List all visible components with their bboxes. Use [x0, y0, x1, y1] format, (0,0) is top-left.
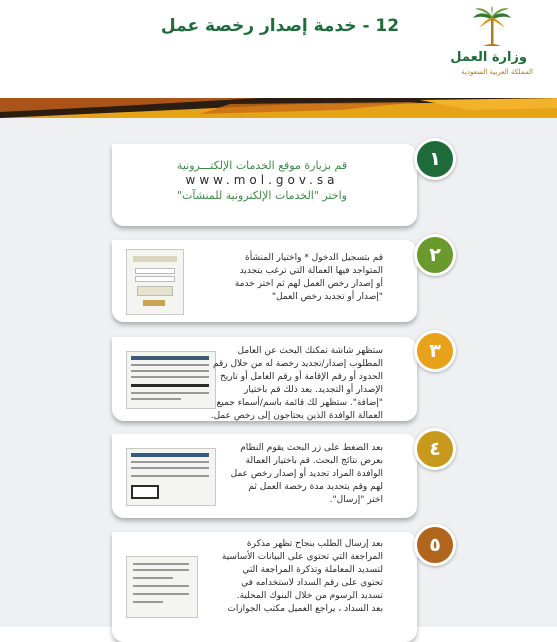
step-2-line: المتواجد فيها العمالة التي ترغب بتجديد — [239, 266, 383, 276]
step-badge-1: ١ — [414, 138, 456, 180]
step-4-line: لهم وقم بتحديد مدة رخصة العمل ثم — [248, 482, 383, 492]
step-4-line: الوافدة المراد تجديد أو إصدار رخص عمل — [230, 469, 383, 479]
step-4-line: اختر "إرسال". — [329, 495, 383, 505]
ministry-logo — [435, 6, 545, 86]
step-badge-5: ٥ — [414, 524, 456, 566]
step-badge-4: ٤ — [414, 428, 456, 470]
step-1-line: قم بزيارة موقع الخدمات الإلكتـــرونية — [176, 159, 348, 172]
step-card-1 — [112, 144, 417, 226]
step-2-line: قم بتسجيل الدخول * واختيار المنشأة — [245, 253, 383, 263]
step-card-4 — [112, 434, 417, 518]
step-5-line: بعد السداد ، يراجع العميل مكتب الجوازات — [227, 604, 383, 614]
step-5-line: المراجعة التي تحتوي على البيانات الأساسية — [221, 552, 383, 562]
step-5-text — [173, 538, 383, 616]
logo-name: وزارة العمل — [450, 50, 527, 65]
step-2-line: أو إصدار رخص العمل لهم ثم اختر خدمة — [234, 279, 383, 289]
step-card-2 — [112, 240, 417, 322]
step-3-line: "إضافة". ستظهر لك قائمة باسم/أسماء جميع — [216, 398, 383, 408]
step-badge-2: ٢ — [414, 234, 456, 276]
step-5-line: تسديد الرسوم من خلال البنوك المحلية. — [236, 591, 383, 601]
decorative-band — [0, 98, 557, 118]
step-3-line: الإصدار أو التجديد. بعد ذلك قم باختيار — [244, 385, 383, 395]
step-3-line: العمالة الوافدة الذين يحتاجون إلى رخص عمل. — [210, 411, 383, 421]
step-3-text — [183, 345, 383, 423]
step-3-line: المطلوب إصدار/تجديد رخصة له من خلال رقم — [213, 359, 383, 369]
page-header — [0, 0, 557, 98]
step-4-line: بعد الضغط على زر البحث يقوم النظام — [240, 443, 383, 453]
step-5-line: بعد إرسال الطلب بنجاح تظهر مذكرة — [246, 539, 383, 549]
palm-tree-icon — [469, 6, 515, 50]
step-2-line: "إصدار أو تجديد رخص العمل" — [271, 292, 383, 302]
step-3-line: ستظهر شاشة تمكنك البحث عن العامل — [237, 346, 383, 356]
logo-subtitle: المملكة العربية السعودية — [461, 68, 533, 76]
step-badge-3: ٣ — [414, 330, 456, 372]
step-2-text — [173, 252, 383, 304]
website-link[interactable]: www.mol.gov.sa — [185, 173, 339, 187]
step-card-5 — [112, 532, 417, 642]
step-4-line: بعرض نتائج البحث. قم باختيار العمالة — [245, 456, 383, 466]
step-5-line: تحتوي على رقم السداد لاستخدامه في — [241, 578, 383, 588]
step-3-line: الحدود أو رقم الإقامة أو رقم العامل أو تاريخ — [219, 372, 383, 382]
steps-panel — [0, 118, 557, 627]
page-title: 12 - خدمة إصدار رخصة عمل — [160, 16, 400, 36]
step-4-text — [183, 442, 383, 507]
step-1-line: واختر "الخدمات الإلكترونية للمنشآت" — [177, 189, 347, 202]
step-card-3 — [112, 337, 417, 421]
step-1-text — [147, 158, 377, 203]
step-5-line: لتسديد المعاملة وتذكرة المراجعة التي — [242, 565, 383, 575]
